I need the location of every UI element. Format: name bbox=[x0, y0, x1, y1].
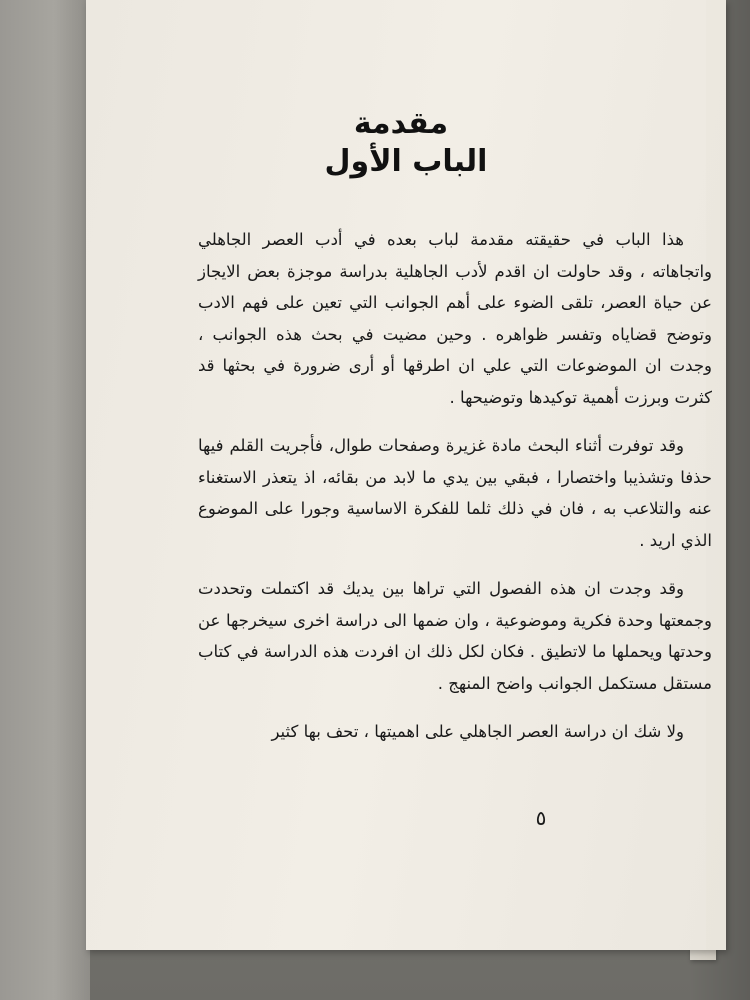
page-number: ٥ bbox=[535, 806, 547, 830]
paragraph-1: هذا الباب في حقيقته مقدمة لباب بعده في أدب العصر الجاهلي واتجاهاته ، وقد حاولت ان اقدم لأدب الجاهلية بدراسة موجزة بعض الايجاز عن حياة العصر، تلقى الضوء على أهم الجوانب التي تعين على فهم الادب وتوضح قضاياه وتفسر ظواهره . وحين مضيت في بحث هذه الجوانب ، وجدت ان الموضوعات التي علي ان اطرقها أو أرى ضرورة في بحثها قد كثرت وبرزت أهمية توكيدها وتوضيحها . bbox=[198, 230, 712, 407]
page-surface bbox=[86, 0, 712, 950]
page-body bbox=[198, 224, 712, 752]
paragraph-4: ولا شك ان دراسة العصر الجاهلي على اهميتها ، تحف بها كثير bbox=[271, 722, 684, 741]
book-page bbox=[86, 0, 726, 950]
chapter-subtitle: الباب الأول bbox=[324, 144, 488, 179]
adjacent-page bbox=[0, 0, 90, 1000]
chapter-title: مقدمة bbox=[353, 106, 449, 141]
paragraph-2: وقد توفرت أثناء البحث مادة غزيرة وصفحات طوال، فأجريت القلم فيها حذفا وتشذيبا واختصارا ، فبقي بين يدي ما لابد من بقائه، اذ يتعذر الاستغناء عنه والتلاعب به ، فان في ذلك ثلما للفكرة الاساسية وجورا على الموضوع الذي اريد . bbox=[198, 436, 712, 550]
paragraph-3: وقد وجدت ان هذه الفصول التي تراها بين يديك قد اكتملت وتحددت وجمعتها وحدة فكرية وموضوعية ، وان ضمها الى دراسة اخرى سيخرجها عن وحدتها ويحملها ما لاتطيق . فكان لكل ذلك ان افردت هذه الدراسة في كتاب مستقل مستكمل الجوانب واضح المنهج . bbox=[198, 579, 712, 693]
